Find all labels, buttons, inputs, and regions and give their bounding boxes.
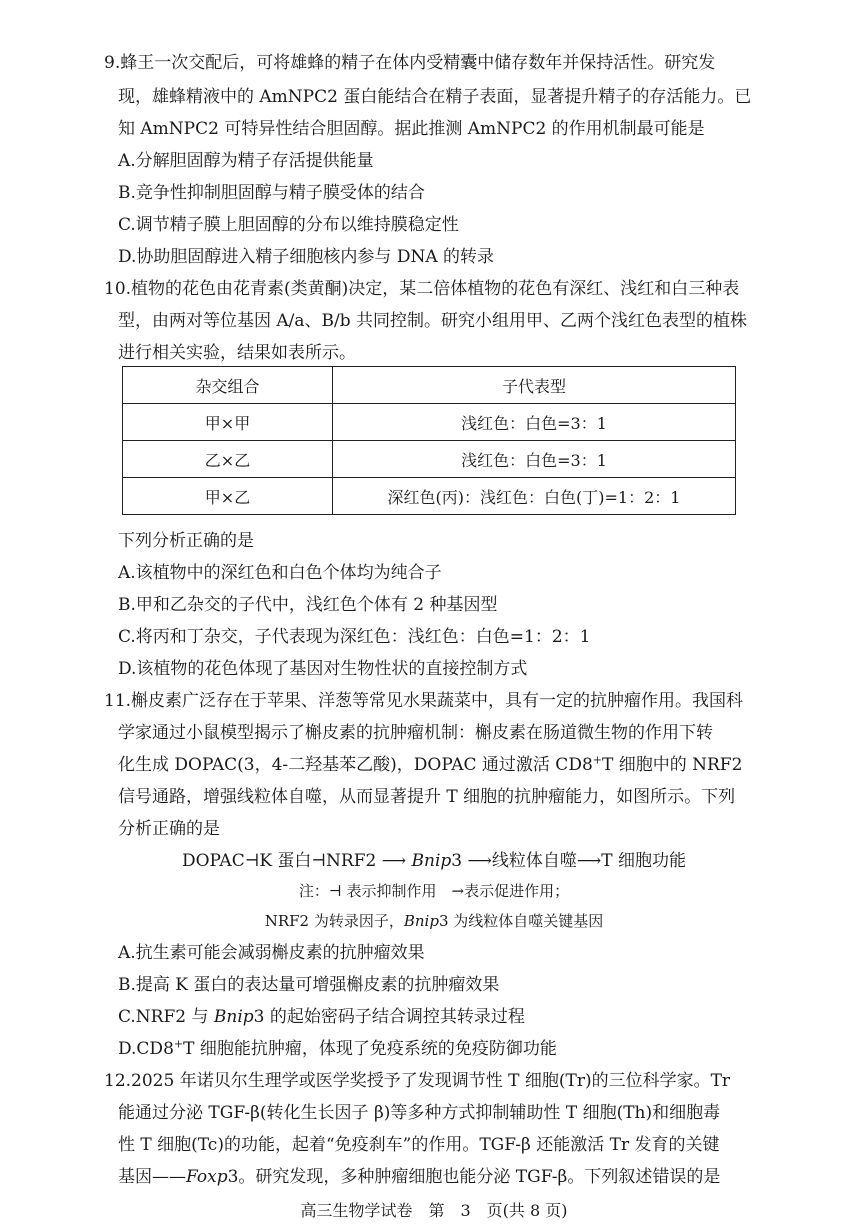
superscript-plus: +: [173, 1037, 184, 1051]
table-cell-offspring: 浅红色：白色=3：1: [333, 404, 736, 441]
q12-line-2: 能通过分泌 TGF-β(转化生长因子 β)等多种方式抑制辅助性 T 细胞(Th)和细胞毒: [118, 1103, 721, 1123]
q11-option-d-end: T 细胞能抗肿瘤，体现了免疫系统的免疫防御功能: [183, 1039, 557, 1059]
q10-option-a: A.该植物中的深红色和白色个体均为纯合子: [118, 563, 442, 583]
table-row: [123, 404, 736, 441]
q11-line-5: 分析正确的是: [118, 819, 220, 839]
q11-option-c-end: 3 的起始密码子结合调控其转录过程: [253, 1007, 525, 1027]
q12-line-4-start: 基因——: [118, 1167, 186, 1187]
q10-line-1: 10.植物的花色由花青素(类黄酮)决定，某二倍体植物的花色有深红、浅红和白三种表: [104, 279, 740, 299]
table-row: [123, 478, 736, 515]
table-cell-cross: 乙×乙: [123, 441, 333, 478]
q11-line-3-text: 化生成 DOPAC(3，4-二羟基苯乙酸)，DOPAC 通过激活 CD8: [118, 755, 593, 775]
pathway-gene: Bnip: [411, 851, 452, 871]
pathway-note-2-gene: Bnip: [403, 912, 439, 930]
q9-option-d: D.协助胆固醇进入精子细胞核内参与 DNA 的转录: [118, 247, 495, 267]
pathway-note-2-end: 3 为线粒体自噬关键基因: [438, 912, 604, 930]
q11-line-2: 学家通过小鼠模型揭示了槲皮素的抗肿瘤机制：槲皮素在肠道微生物的作用下转: [118, 723, 713, 743]
pathway-text-end: 3 ⟶线粒体自噬⟶T 细胞功能: [451, 851, 687, 871]
q12-line-4-end: 3。研究发现，多种肿瘤细胞也能分泌 TGF-β。下列叙述错误的是: [227, 1167, 721, 1187]
table-cell-cross: 甲×乙: [123, 478, 333, 515]
q11-option-a: A.抗生素可能会减弱槲皮素的抗肿瘤效果: [118, 943, 425, 963]
pathway-diagram: [0, 850, 868, 872]
pathway-note-1: 注：⊣ 表示抑制作用 →表示促进作用；: [298, 882, 570, 900]
q11-option-c-gene: Bnip: [213, 1007, 254, 1027]
q11-line-1: 11.槲皮素广泛存在于苹果、洋葱等常见水果蔬菜中，具有一定的抗肿瘤作用。我国科: [104, 691, 744, 711]
q9-line-3: 知 AmNPC2 可特异性结合胆固醇。据此推测 AmNPC2 的作用机制最可能是: [118, 119, 705, 139]
pathway-note-2: [0, 910, 868, 932]
q11-option-c-start: C.NRF2 与: [118, 1007, 214, 1027]
page-footer: 高三生物学试卷 第 3 页(共 8 页): [300, 1201, 568, 1220]
pathway-note-2-start: NRF2 为转录因子，: [264, 912, 404, 930]
q11-line-3-tail: T 细胞中的 NRF2: [601, 755, 743, 775]
q9-option-a: A.分解胆固醇为精子存活提供能量: [118, 151, 374, 171]
q11-line-4: 信号通路，增强线粒体自噬，从而显著提升 T 细胞的抗肿瘤能力，如图所示。下列: [118, 787, 736, 807]
q9-option-b: B.竞争性抑制胆固醇与精子膜受体的结合: [118, 183, 425, 203]
cross-result-table: [122, 366, 736, 515]
q9-option-c: C.调节精子膜上胆固醇的分布以维持膜稳定性: [118, 215, 459, 235]
q11-option-c: [118, 1006, 525, 1028]
q10-option-b: B.甲和乙杂交的子代中，浅红色个体有 2 种基因型: [118, 595, 498, 615]
q11-option-d: [118, 1038, 557, 1060]
table-header-offspring: 子代表型: [333, 367, 736, 404]
q10-option-d: D.该植物的花色体现了基因对生物性状的直接控制方式: [118, 659, 528, 679]
q9-line-2: 现，雄蜂精液中的 AmNPC2 蛋白能结合在精子表面，显著提升精子的存活能力。已: [118, 87, 752, 107]
q11-option-b: B.提高 K 蛋白的表达量可增强槲皮素的抗肿瘤效果: [118, 975, 500, 995]
table-header-row: [123, 367, 736, 404]
q10-stem: 下列分析正确的是: [118, 531, 254, 551]
q12-line-4: [118, 1166, 720, 1188]
table-cell-offspring: 浅红色：白色=3：1: [333, 441, 736, 478]
q11-option-d-start: D.CD8: [118, 1039, 174, 1059]
q10-option-c: C.将丙和丁杂交，子代表现为深红色：浅红色：白色=1：2：1: [118, 627, 591, 647]
table-row: [123, 441, 736, 478]
superscript-plus: +: [592, 753, 602, 767]
table-header-cross: 杂交组合: [123, 367, 333, 404]
q12-line-3: 性 T 细胞(Tc)的功能，起着“免疫刹车”的作用。TGF-β 还能激活 Tr 发育的关键: [118, 1135, 720, 1155]
pathway-text-start: DOPAC⊣K 蛋白⊣NRF2 ⟶: [181, 851, 412, 871]
q12-line-4-gene: Foxp: [186, 1167, 228, 1187]
q11-line-3: [118, 754, 742, 776]
q10-line-2: 型，由两对等位基因 A/a、B/b 共同控制。研究小组用甲、乙两个浅红色表型的植株: [118, 311, 748, 331]
q9-line-1: 9.蜂王一次交配后，可将雄蜂的精子在体内受精囊中储存数年并保持活性。研究发: [104, 53, 716, 73]
table-cell-cross: 甲×甲: [123, 404, 333, 441]
q10-line-3: 进行相关实验，结果如表所示。: [118, 343, 356, 363]
table-cell-offspring: 深红色(丙)：浅红色：白色(丁)=1：2：1: [333, 478, 736, 515]
q12-line-1: 12.2025 年诺贝尔生理学或医学奖授予了发现调节性 T 细胞(Tr)的三位科学家。Tr: [104, 1071, 731, 1091]
